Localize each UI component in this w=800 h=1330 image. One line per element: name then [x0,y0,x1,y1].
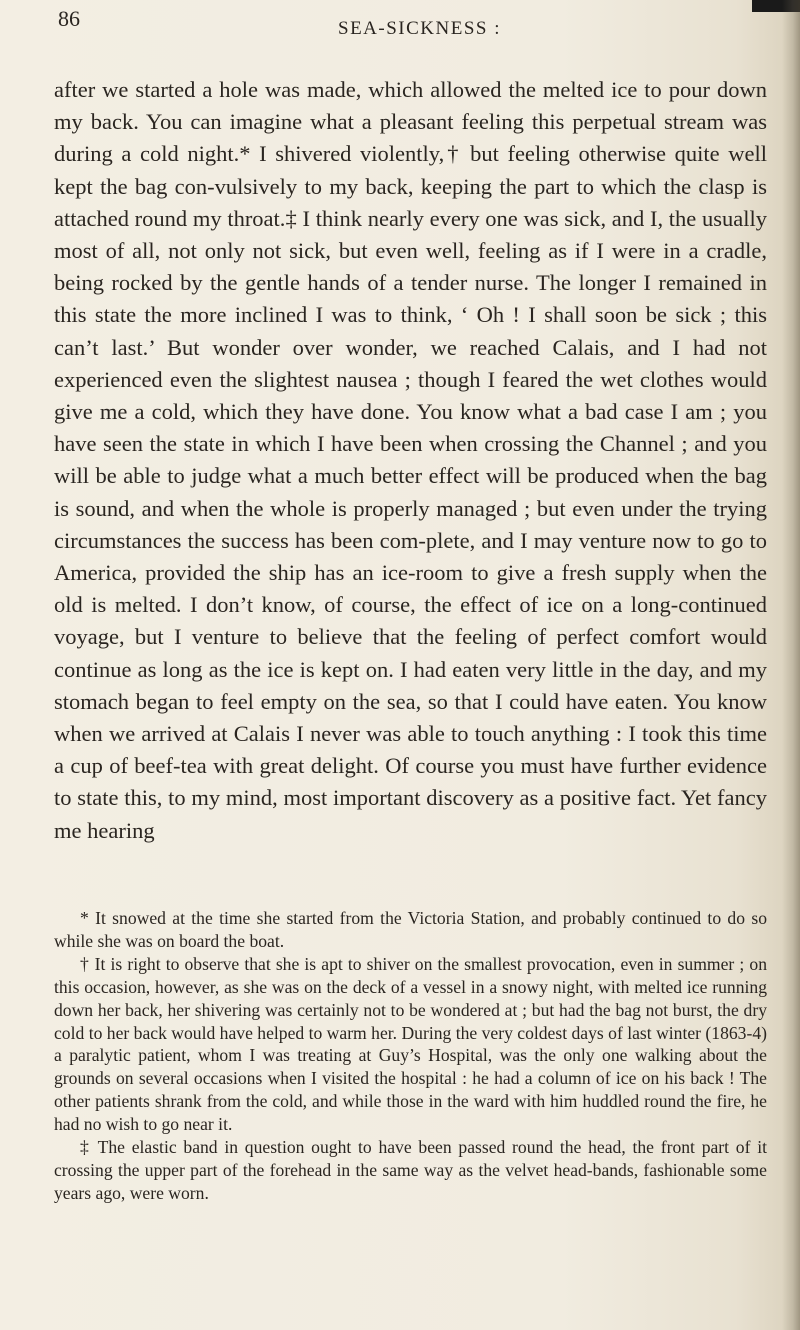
page-number: 86 [58,6,80,31]
main-text [54,74,767,847]
footnote-asterisk: * It snowed at the time she started from the Victoria Station, and probably continued to do so while she was on board the boat. [54,908,767,951]
footnote-dagger: † It is right to observe that she is apt to shiver on the smallest provocation, even in summer ; on this occasion, however, as she was on the deck of a vessel in a snowy night, with melted ice running down her back, her shivering was certainly not to be wondered at ; but had the bag not burst, the dry cold to her back would have helped to warm her. During the very coldest days of last winter (1863-4) a paralytic patient, whom I was treating at Guy’s Hospital, was the only one walking about the grounds on several occasions when I visited the hospital : he had a column of ice on his back ! The other patients shrank from the cold, and while those in the ward with him huddled round the fire, he had no wish to go near it. [54,953,767,1135]
page-edge-shadow [782,0,800,1330]
footnotes [54,907,767,1205]
body-paragraph: after we started a hole was made, which allowed the melted ice to pour down my back. You can imagine what a pleasant feeling this perpetual stream was during a cold night.* I shivered violently,† but feeling otherwise quite well kept the bag con-vulsively to my back, keeping the part to which the clasp is attached round my throat.‡ I think nearly every one was sick, and I, the usually most of all, not only not sick, but even well, feeling as if I were in a cradle, being rocked by the gentle hands of a tender nurse. The longer I remained in this state the more inclined I was to think, ‘ Oh ! I shall soon be sick ; this can’t last.’ But wonder over wonder, we reached Calais, and I had not experienced even the slightest nausea ; though I feared the wet clothes would give me a cold, which they have done. You know what a bad case I am ; you have seen the state in which I have been when crossing the Channel ; and you will be able to judge what a much better effect will be produced when the bag is sound, and when the whole is properly managed ; but even under the trying circumstances the success has been com-plete, and I may venture now to go to America, provided the ship has an ice-room to give a fresh supply when the old is melted. I don’t know, of course, the effect of ice on a long-continued voyage, but I venture to believe that the feeling of perfect comfort would continue as long as the ice is kept on. I had eaten very little in the day, and my stomach began to feel empty on the sea, so that I could have eaten. You know when we arrived at Calais I never was able to touch anything : I took this time a cup of beef-tea with great delight. Of course you must have further evidence to state this, to my mind, most important discovery as a positive fact. Yet fancy me hearing [54,77,767,843]
page-header [58,6,748,42]
footnote-double-dagger: ‡ The elastic band in question ought to have been passed round the head, the front part of it crossing the upper part of the forehead in the same way as the velvet head-bands, fashionable some years ago, were worn. [54,1137,767,1203]
running-head: SEA-SICKNESS : [338,18,501,39]
